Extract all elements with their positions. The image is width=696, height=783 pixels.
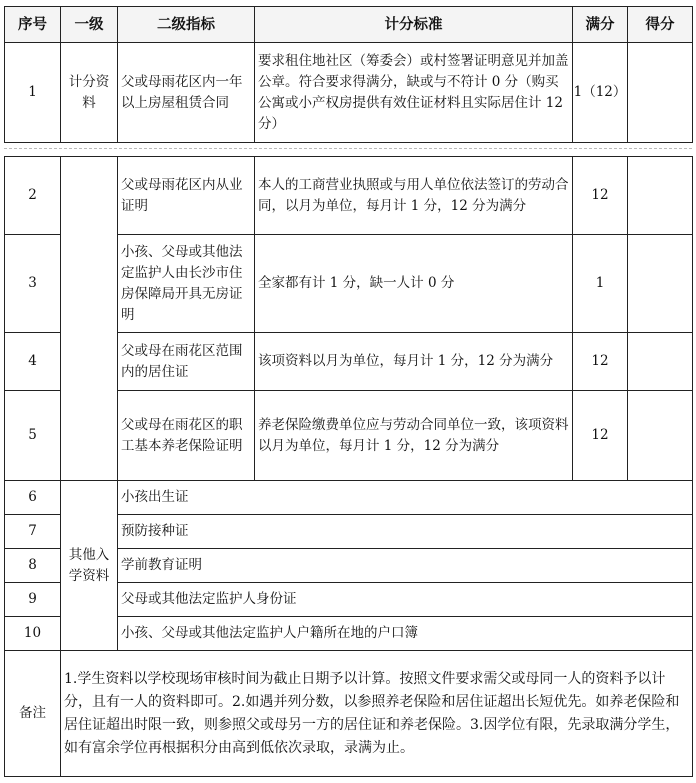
header-row	[5, 7, 693, 43]
header-score: 得分	[628, 7, 693, 43]
row-score	[628, 391, 693, 481]
row-no: 3	[5, 235, 61, 333]
row-standard: 全家都有计 1 分，缺一人计 0 分	[255, 235, 573, 333]
row-level2: 父或母雨花区内一年以上房屋租赁合同	[118, 43, 255, 143]
header-standard: 计分标准	[255, 7, 573, 43]
row-score	[628, 235, 693, 333]
table-row	[5, 157, 693, 235]
row-no: 9	[5, 583, 61, 617]
row-no: 1	[5, 43, 61, 143]
header-full: 满分	[573, 7, 628, 43]
row-no: 5	[5, 391, 61, 481]
row-level2: 预防接种证	[118, 515, 693, 549]
row-level1-empty	[61, 157, 118, 481]
header-no: 序号	[5, 7, 61, 43]
row-standard: 养老保险缴费单位应与劳动合同单位一致，该项资料以月为单位，每月计 1 分，12 分为满分	[255, 391, 573, 481]
row-full: 1（12）	[573, 43, 628, 143]
note-label: 备注	[5, 651, 61, 777]
row-full: 12	[573, 157, 628, 235]
row-score	[628, 43, 693, 143]
table-row	[5, 43, 693, 143]
row-level2: 父或母雨花区内从业证明	[118, 157, 255, 235]
row-level2: 父母或其他法定监护人身份证	[118, 583, 693, 617]
header-level2: 二级指标	[118, 7, 255, 43]
row-level2: 小孩出生证	[118, 481, 693, 515]
row-level2: 小孩、父母或其他法定监护人由长沙市住房保障局开具无房证明	[118, 235, 255, 333]
row-score	[628, 157, 693, 235]
header-level1: 一级	[61, 7, 118, 43]
row-level2: 父或母在雨花区的职工基本养老保险证明	[118, 391, 255, 481]
row-full: 12	[573, 333, 628, 391]
row-no: 10	[5, 617, 61, 651]
note-text: 1.学生资料以学校现场审核时间为截止日期予以计算。按照文件要求需父或母同一人的资料予以计分，且有一人的资料即可。2.如遇并列分数，以参照养老保险和居住证超出长短优先。如养老保险和居住证超出时限一致，则参照父或母另一方的居住证和养老保险。3.因学位有限，先录取满分学生，如有富余学位再根据积分由高到低依次录取，录满为止。	[61, 651, 693, 777]
row-no: 6	[5, 481, 61, 515]
score-table-body-section	[4, 156, 693, 777]
row-level2: 学前教育证明	[118, 549, 693, 583]
table-row	[5, 481, 693, 515]
row-standard: 本人的工商营业执照或与用人单位依法签订的劳动合同，以月为单位，每月计 1 分，12 分为满分	[255, 157, 573, 235]
row-full: 12	[573, 391, 628, 481]
row-level1: 其他入学资料	[61, 481, 118, 651]
note-row	[5, 651, 693, 777]
row-level2: 父或母在雨花区范围内的居住证	[118, 333, 255, 391]
row-no: 2	[5, 157, 61, 235]
row-standard: 该项资料以月为单位，每月计 1 分，12 分为满分	[255, 333, 573, 391]
row-standard: 要求租住地社区（筹委会）或村签署证明意见并加盖公章。符合要求得满分，缺或与不符计 0 分（购买公寓或小产权房提供有效住证材料且实际居住计 12 分）	[255, 43, 573, 143]
page-break-divider	[4, 148, 692, 149]
row-full: 1	[573, 235, 628, 333]
row-level2: 小孩、父母或其他法定监护人户籍所在地的户口簿	[118, 617, 693, 651]
row-no: 8	[5, 549, 61, 583]
row-no: 7	[5, 515, 61, 549]
row-no: 4	[5, 333, 61, 391]
score-table-header-section	[4, 6, 693, 143]
row-score	[628, 333, 693, 391]
row-level1: 计分资料	[61, 43, 118, 143]
